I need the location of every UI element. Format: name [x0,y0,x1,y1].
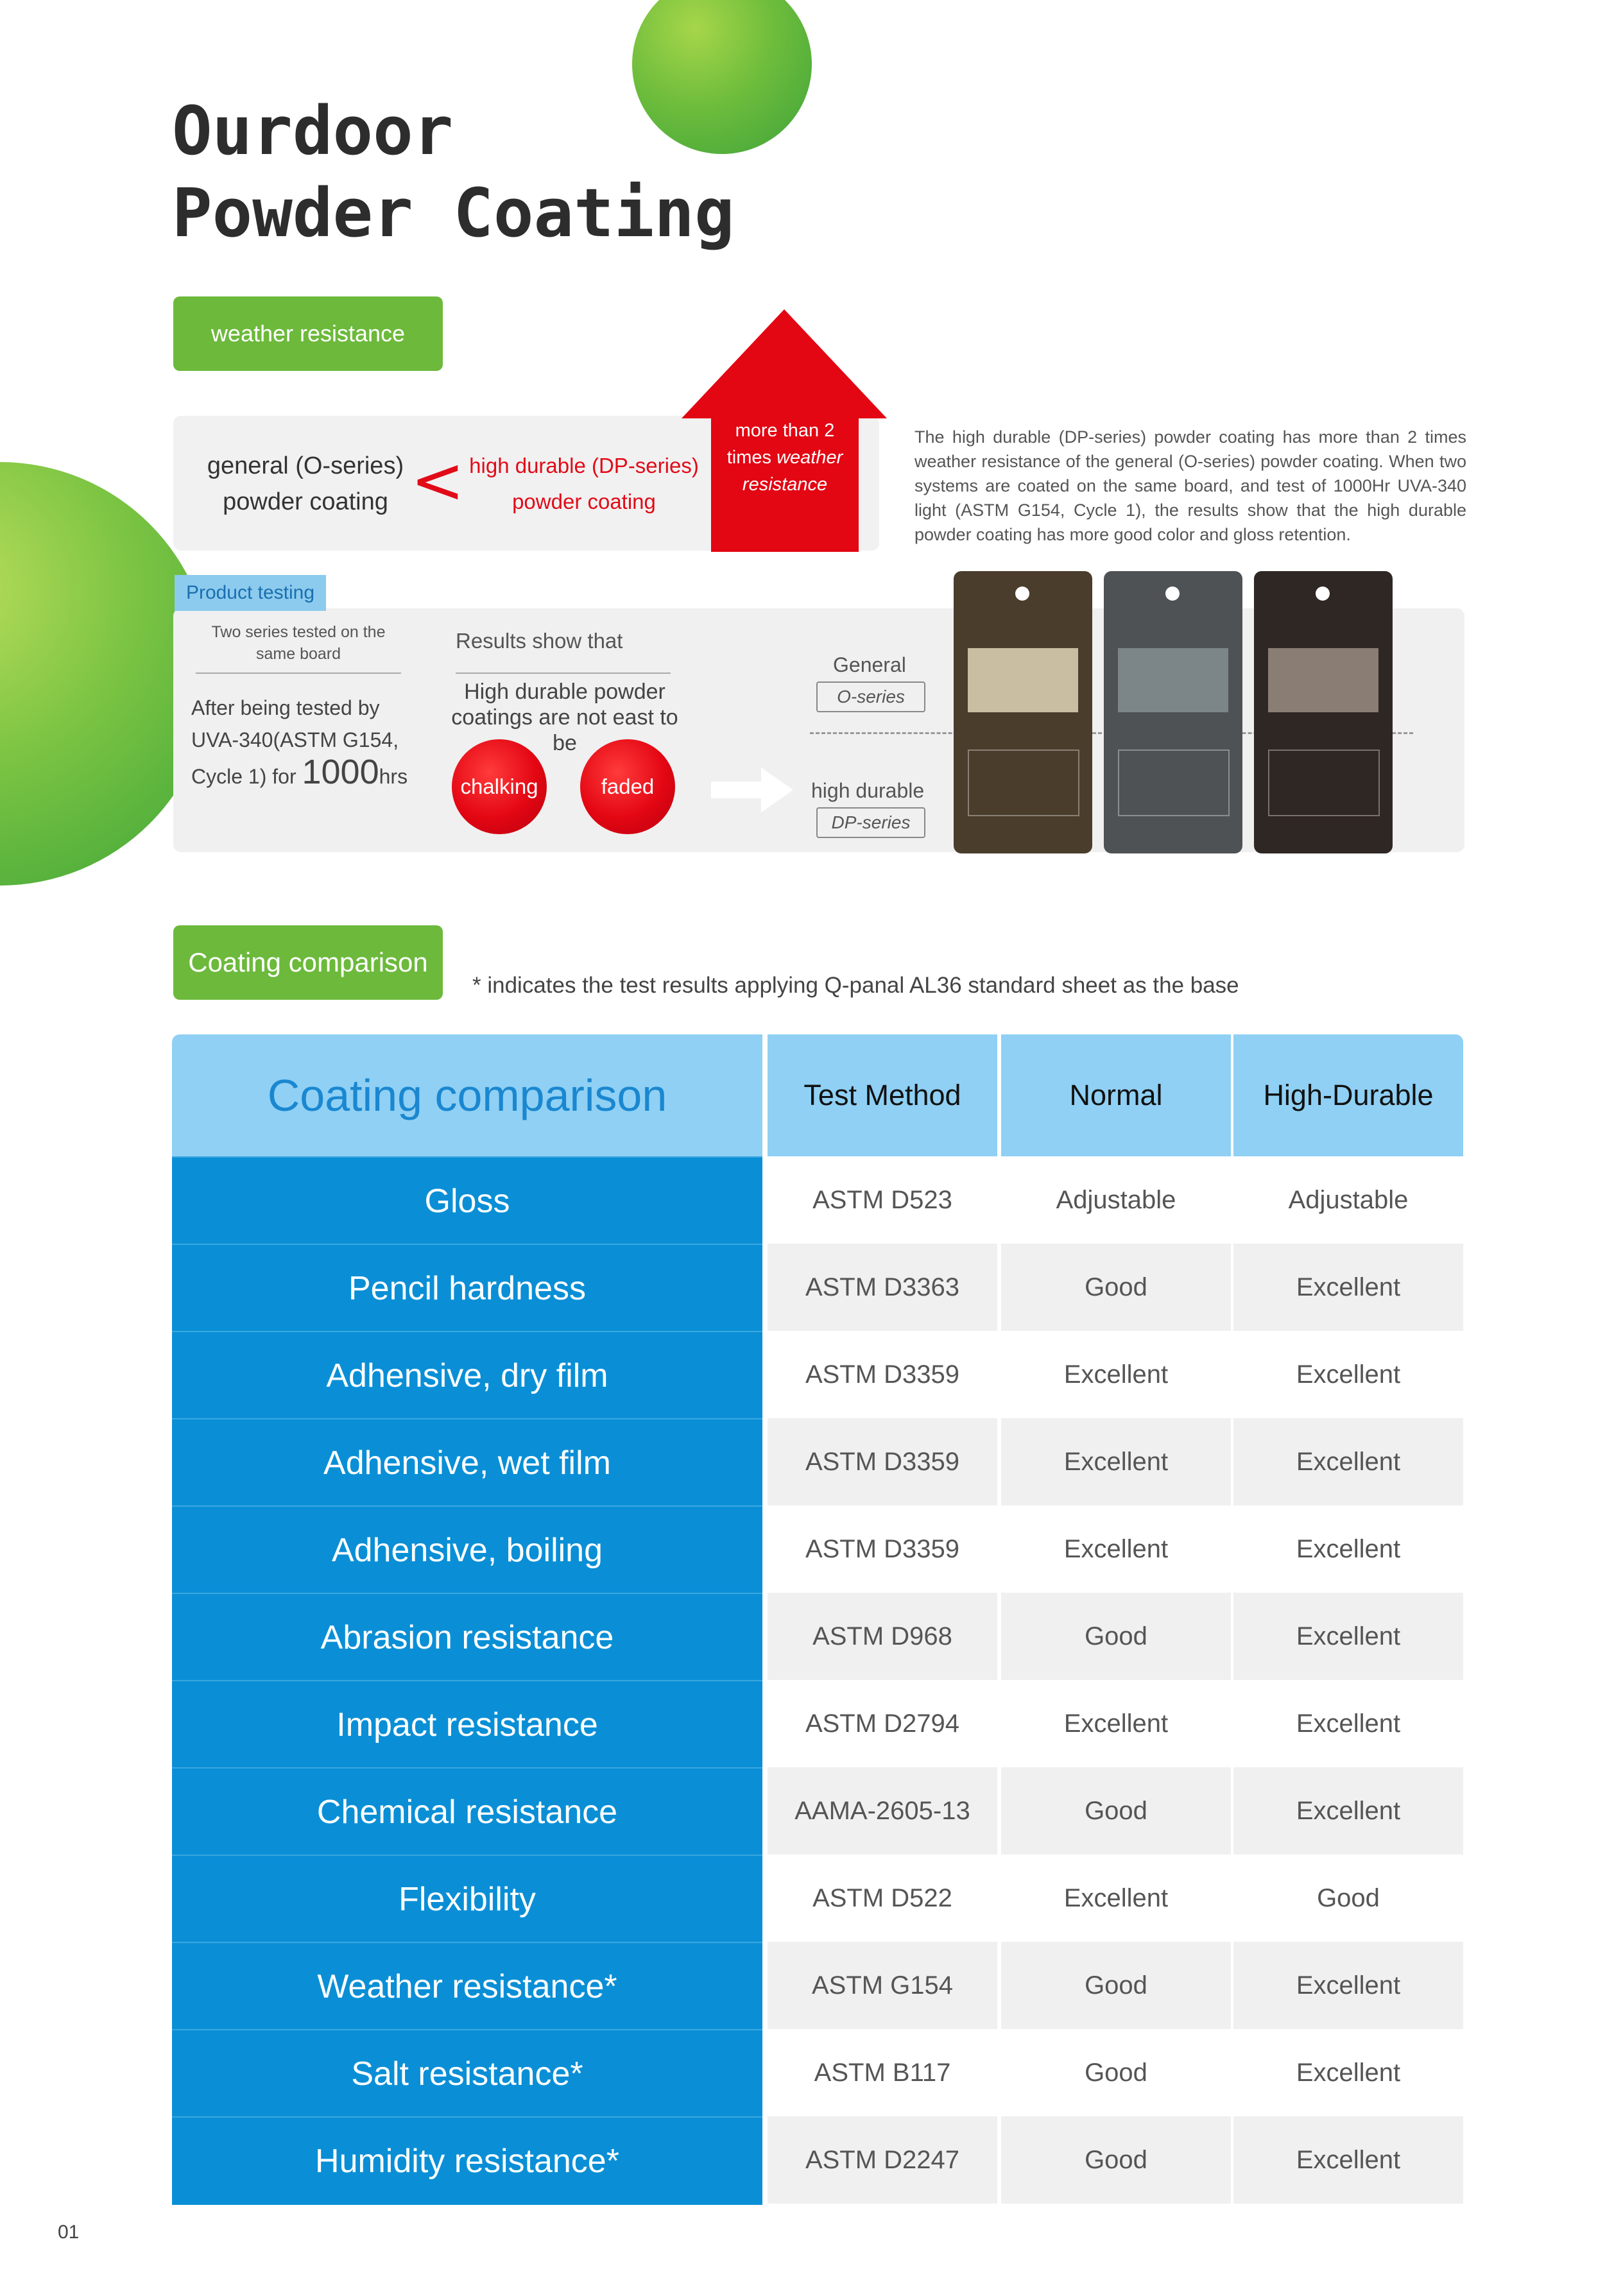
right-arrow-head-icon [761,767,793,812]
table-note: * indicates the test results applying Q-panal AL36 standard sheet as the base [472,973,1239,998]
table-row-property: Adhensive, wet film [172,1418,762,1507]
high-durable-result-text: High durable powder coatings are not east to be [451,680,678,755]
table-row-property: Adhensive, dry film [172,1331,762,1419]
sample-panel-gray [1104,571,1242,853]
general-label: General [833,653,906,676]
high-durable-label: high durable [811,779,925,802]
faded-badge: faded [580,739,675,834]
red-up-arrow-icon [682,309,887,418]
title-line-2: Powder Coating [172,174,735,252]
table-cell-test-method: ASTM D3363 [768,1244,997,1331]
table-cell-test-method: ASTM D3359 [805,1360,960,1389]
table-row-property: Gloss [172,1156,762,1245]
general-line-1: general (O-series) [207,452,404,479]
hd-line-2: powder coating [512,490,656,513]
table-cell-high-durable: Excellent [1296,2058,1401,2087]
table-cell-high-durable: Excellent [1233,1418,1463,1505]
table-cell-high-durable: Excellent [1296,1360,1401,1389]
table-header-property: Coating comparison [172,1034,762,1156]
table-cell-test-method: ASTM D523 [812,1185,952,1214]
table-cell-normal: Good [1001,2116,1231,2204]
table-header-high-durable: High-Durable [1233,1034,1463,1156]
table-cell-high-durable: Excellent [1233,1593,1463,1680]
after-line-2: UVA-340(ASTM G154, [191,728,399,751]
table-row-property: Abrasion resistance [172,1593,762,1681]
table-cell-high-durable: Adjustable [1288,1185,1409,1214]
page-title [172,90,735,254]
table-cell-normal: Excellent [1063,1883,1169,1912]
sample-panel-brown [954,571,1092,853]
table-cell-test-method: ASTM D968 [768,1593,997,1680]
table-cell-test-method: ASTM D3359 [805,1534,960,1563]
arrow-line-2: times weather [726,447,843,468]
table-cell-normal: Excellent [1063,1709,1169,1738]
table-cell-high-durable: Excellent [1296,1534,1401,1563]
hours-value: 1000 [302,753,379,791]
table-cell-normal: Good [1001,1244,1231,1331]
right-arrow-icon [711,782,762,798]
divider [456,673,671,674]
arrow-line-3: resistance [742,474,828,495]
table-cell-normal: Excellent [1001,1418,1231,1505]
table-cell-normal: Good [1001,1593,1231,1680]
table-row-property: Humidity resistance* [172,2116,762,2205]
hd-line-1: high durable (DP-series) [469,454,699,477]
coating-comparison-label: Coating comparison [173,925,443,1000]
table-cell-test-method: ASTM D2794 [805,1709,960,1738]
table-cell-normal: Good [1085,2058,1147,2087]
table-header-test-method: Test Method [768,1034,997,1156]
table-cell-high-durable: Excellent [1233,1942,1463,2029]
table-row-property: Salt resistance* [172,2029,762,2118]
table-cell-test-method: ASTM D522 [812,1883,952,1912]
table-cell-test-method: ASTM D3359 [768,1418,997,1505]
general-line-2: powder coating [223,488,388,515]
arrow-line-1: more than 2 [735,420,835,441]
table-cell-normal: Adjustable [1056,1185,1176,1214]
table-cell-test-method: ASTM G154 [768,1942,997,2029]
title-line-1: Ourdoor [172,92,454,170]
chalking-badge: chalking [452,739,547,834]
table-cell-normal: Good [1001,1767,1231,1855]
less-than-symbol: < [411,443,465,518]
table-row-property: Chemical resistance [172,1767,762,1856]
after-line-1: After being tested by [191,696,380,719]
table-cell-high-durable: Excellent [1233,1244,1463,1331]
table-row-property: Flexibility [172,1855,762,1943]
table-cell-high-durable: Excellent [1296,1709,1401,1738]
table-cell-test-method: AAMA-2605-13 [768,1767,997,1855]
dp-series-label: DP-series [816,807,925,838]
results-heading: Results show that [456,629,623,653]
table-row-property: Pencil hardness [172,1244,762,1332]
arrow-text [711,417,859,498]
table-cell-normal: Good [1001,1942,1231,2029]
table-row-property: Adhensive, boiling [172,1505,762,1594]
weather-resistance-label: weather resistance [173,296,443,371]
sample-panel-dark [1254,571,1393,853]
table-cell-test-method: ASTM D2247 [768,2116,997,2204]
arrow-line-2-italic: weather [777,447,843,468]
table-cell-normal: Excellent [1063,1360,1169,1389]
after-line-3: Cycle 1) for 1000hrs [191,753,408,791]
weather-description: The high durable (DP-series) powder coating has more than 2 times weather resistance of the general (O-series) powder coating. When two systems are coated on the same board, and test of 1000Hr UVA-340 light (ASTM G154, Cycle 1), the results show that the high durable powder coating has more good color and gloss retention. [914,427,1466,544]
table-cell-high-durable: Excellent [1233,2116,1463,2204]
table-cell-high-durable: Good [1317,1883,1380,1912]
table-cell-test-method: ASTM B117 [814,2058,951,2087]
table-row-property: Impact resistance [172,1680,762,1769]
two-series-text: Two series tested on the same board [211,623,386,663]
o-series-label: O-series [816,681,925,712]
test-conditions-text [191,692,448,792]
general-series-text [203,448,408,520]
page-number: 01 [58,2222,80,2243]
table-cell-normal: Excellent [1063,1534,1169,1563]
divider [196,673,401,674]
product-testing-tag: Product testing [175,575,326,611]
high-durable-series-text [462,448,706,520]
table-cell-high-durable: Excellent [1233,1767,1463,1855]
table-header-normal: Normal [1001,1034,1231,1156]
table-row-property: Weather resistance* [172,1942,762,2030]
